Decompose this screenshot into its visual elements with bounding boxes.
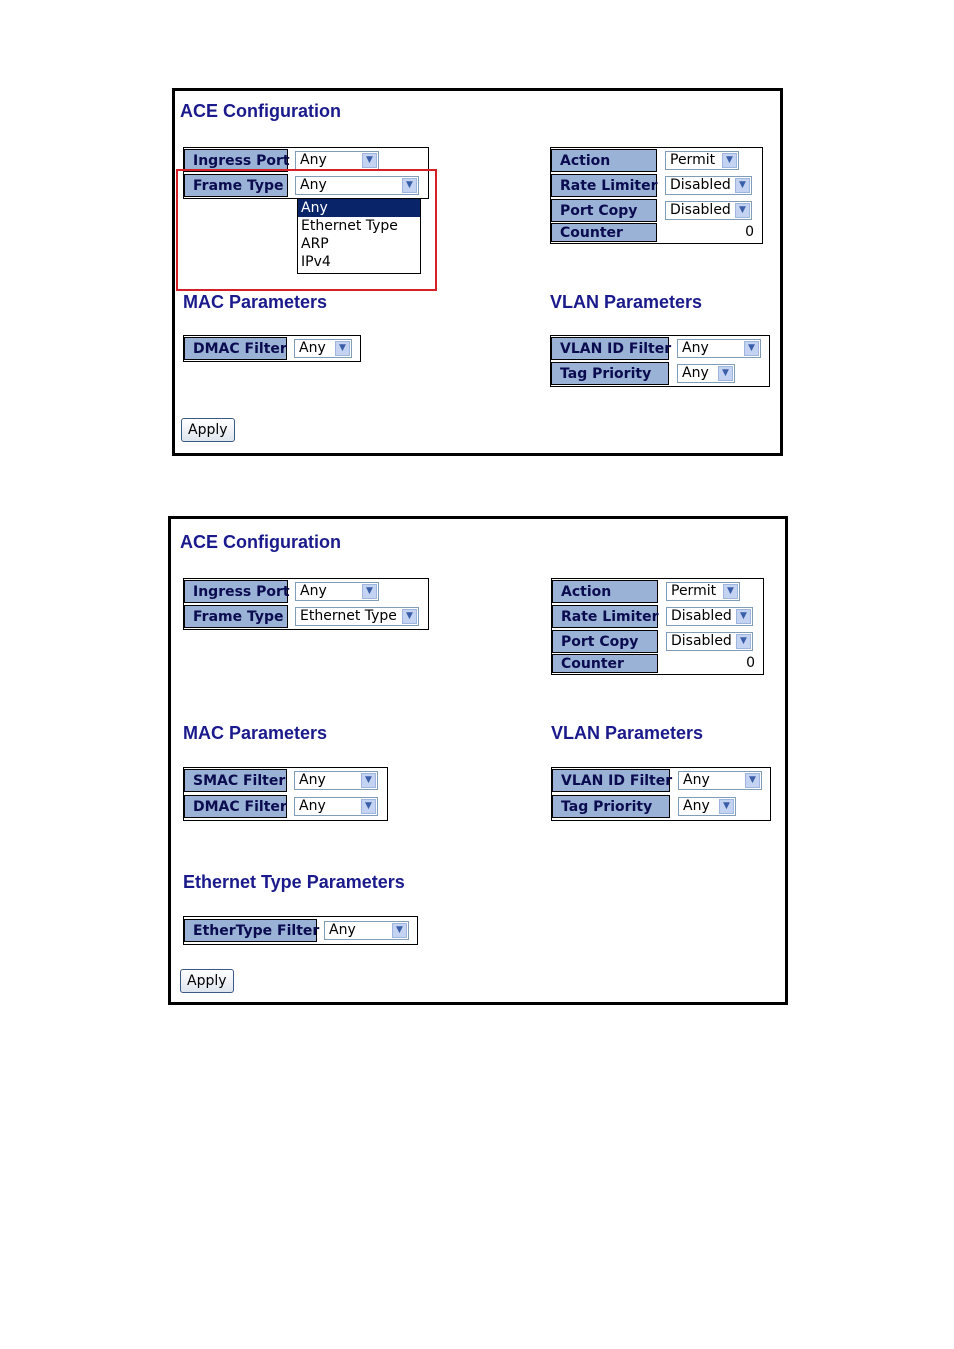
chevron-down-icon[interactable]: ▼ <box>736 634 751 649</box>
tag-priority-row <box>552 795 770 818</box>
port-copy-row <box>552 630 763 653</box>
smac-filter-row <box>184 769 387 792</box>
vlan-id-filter-row <box>551 337 769 360</box>
dmac-filter-select[interactable] <box>294 339 352 358</box>
chevron-down-icon[interactable]: ▼ <box>402 178 417 193</box>
port-copy-select[interactable] <box>665 201 752 220</box>
vlan-id-filter-label: VLAN ID Filter <box>551 337 669 360</box>
tag-priority-select[interactable] <box>678 797 736 816</box>
action-table <box>550 147 763 244</box>
frame-type-select[interactable] <box>295 607 419 626</box>
frame-type-option-any[interactable]: Any <box>298 199 420 217</box>
dmac-filter-row <box>184 795 387 818</box>
frame-type-value: Ethernet Type <box>300 608 397 624</box>
chevron-down-icon[interactable]: ▼ <box>735 203 750 218</box>
apply-button[interactable]: Apply <box>181 418 235 442</box>
chevron-down-icon[interactable]: ▼ <box>736 609 751 624</box>
frame-type-option-ethernet-type[interactable]: Ethernet Type <box>301 218 398 234</box>
chevron-down-icon[interactable]: ▼ <box>718 366 733 381</box>
rate-limiter-value: Disabled <box>670 177 731 193</box>
action-label: Action <box>551 149 657 172</box>
port-copy-value: Disabled <box>671 633 732 649</box>
frame-table <box>183 578 429 630</box>
ingress-port-row <box>184 580 428 603</box>
ingress-port-label: Ingress Port <box>184 580 288 603</box>
ingress-port-value: Any <box>300 152 327 168</box>
ingress-port-select[interactable] <box>295 151 379 170</box>
vlan-id-filter-select[interactable] <box>677 339 761 358</box>
dmac-filter-label: DMAC Filter <box>184 795 287 818</box>
tag-priority-label: Tag Priority <box>551 362 669 385</box>
vlan-parameters-title: VLAN Parameters <box>551 723 704 743</box>
chevron-down-icon[interactable]: ▼ <box>402 609 417 624</box>
tag-priority-label: Tag Priority <box>552 795 670 818</box>
chevron-down-icon[interactable]: ▼ <box>744 341 759 356</box>
tag-priority-value: Any <box>682 365 709 381</box>
action-value: Permit <box>670 152 716 168</box>
dmac-filter-value: Any <box>299 798 326 814</box>
rate-limiter-select[interactable] <box>665 176 752 195</box>
frame-type-row <box>184 605 428 628</box>
action-row <box>552 580 763 603</box>
frame-type-label: Frame Type <box>184 174 288 197</box>
port-copy-value: Disabled <box>670 202 731 218</box>
rate-limiter-row <box>551 174 762 197</box>
counter-value: 0 <box>745 224 754 240</box>
chevron-down-icon[interactable]: ▼ <box>335 341 350 356</box>
dmac-filter-label: DMAC Filter <box>184 337 287 360</box>
port-copy-select[interactable] <box>666 632 753 651</box>
vlan-id-filter-label: VLAN ID Filter <box>552 769 670 792</box>
counter-row <box>551 223 762 242</box>
vlan-parameters-title: VLAN Parameters <box>550 292 703 312</box>
apply-button[interactable]: Apply <box>180 969 234 993</box>
tag-priority-row <box>551 362 769 385</box>
vlan-id-filter-row <box>552 769 770 792</box>
counter-value: 0 <box>746 655 755 671</box>
port-copy-label: Port Copy <box>551 199 657 222</box>
frame-type-value: Any <box>300 177 327 193</box>
smac-filter-select[interactable] <box>294 771 378 790</box>
ingress-port-select[interactable] <box>295 582 379 601</box>
ethertype-filter-value: Any <box>329 922 356 938</box>
frame-type-option-arp[interactable]: ARP <box>301 236 329 252</box>
chevron-down-icon[interactable]: ▼ <box>361 773 376 788</box>
rate-limiter-select[interactable] <box>666 607 753 626</box>
chevron-down-icon[interactable]: ▼ <box>723 584 738 599</box>
chevron-down-icon[interactable]: ▼ <box>745 773 760 788</box>
ingress-port-value: Any <box>300 583 327 599</box>
port-copy-label: Port Copy <box>552 630 658 653</box>
port-copy-row <box>551 199 762 222</box>
chevron-down-icon[interactable]: ▼ <box>362 153 377 168</box>
mac-parameters-title: MAC Parameters <box>183 723 328 743</box>
ingress-port-label: Ingress Port <box>184 149 288 172</box>
chevron-down-icon[interactable]: ▼ <box>735 178 750 193</box>
action-row <box>551 149 762 172</box>
mac-table <box>183 767 388 821</box>
smac-filter-label: SMAC Filter <box>184 769 287 792</box>
page-title: ACE Configuration <box>180 101 341 121</box>
dmac-filter-value: Any <box>299 340 326 356</box>
rate-limiter-label: Rate Limiter <box>551 174 657 197</box>
highlight-box <box>176 169 437 291</box>
tag-priority-value: Any <box>683 798 710 814</box>
counter-row <box>552 654 763 673</box>
vlan-table <box>550 335 770 387</box>
vlan-id-filter-select[interactable] <box>678 771 762 790</box>
ethertype-table <box>183 916 418 945</box>
action-value: Permit <box>671 583 717 599</box>
dmac-filter-select[interactable] <box>294 797 378 816</box>
action-select[interactable] <box>665 151 739 170</box>
vlan-id-filter-value: Any <box>682 340 709 356</box>
counter-label: Counter <box>551 223 657 242</box>
frame-type-label: Frame Type <box>184 605 288 628</box>
ethertype-filter-select[interactable] <box>324 921 409 940</box>
chevron-down-icon[interactable]: ▼ <box>392 923 407 938</box>
vlan-id-filter-value: Any <box>683 772 710 788</box>
ace-config-panel-2 <box>168 516 788 1005</box>
chevron-down-icon[interactable]: ▼ <box>722 153 737 168</box>
chevron-down-icon[interactable]: ▼ <box>719 799 734 814</box>
action-table <box>551 578 764 675</box>
smac-filter-value: Any <box>299 772 326 788</box>
mac-parameters-title: MAC Parameters <box>183 292 328 312</box>
ethertype-filter-label: EtherType Filter <box>184 919 317 942</box>
frame-type-option-ipv4[interactable]: IPv4 <box>301 254 331 270</box>
mac-table <box>183 335 361 362</box>
rate-limiter-row <box>552 605 763 628</box>
tag-priority-select[interactable] <box>677 364 735 383</box>
ace-config-panel-1 <box>172 88 783 456</box>
ethernet-type-parameters-title: Ethernet Type Parameters <box>183 872 405 892</box>
ethertype-filter-row <box>184 919 417 942</box>
chevron-down-icon[interactable]: ▼ <box>362 584 377 599</box>
vlan-table <box>551 767 771 821</box>
page-title: ACE Configuration <box>180 532 341 552</box>
chevron-down-icon[interactable]: ▼ <box>361 799 376 814</box>
action-select[interactable] <box>666 582 740 601</box>
dmac-filter-row <box>184 337 360 360</box>
rate-limiter-value: Disabled <box>671 608 732 624</box>
action-label: Action <box>552 580 658 603</box>
rate-limiter-label: Rate Limiter <box>552 605 658 628</box>
counter-label: Counter <box>552 654 658 673</box>
